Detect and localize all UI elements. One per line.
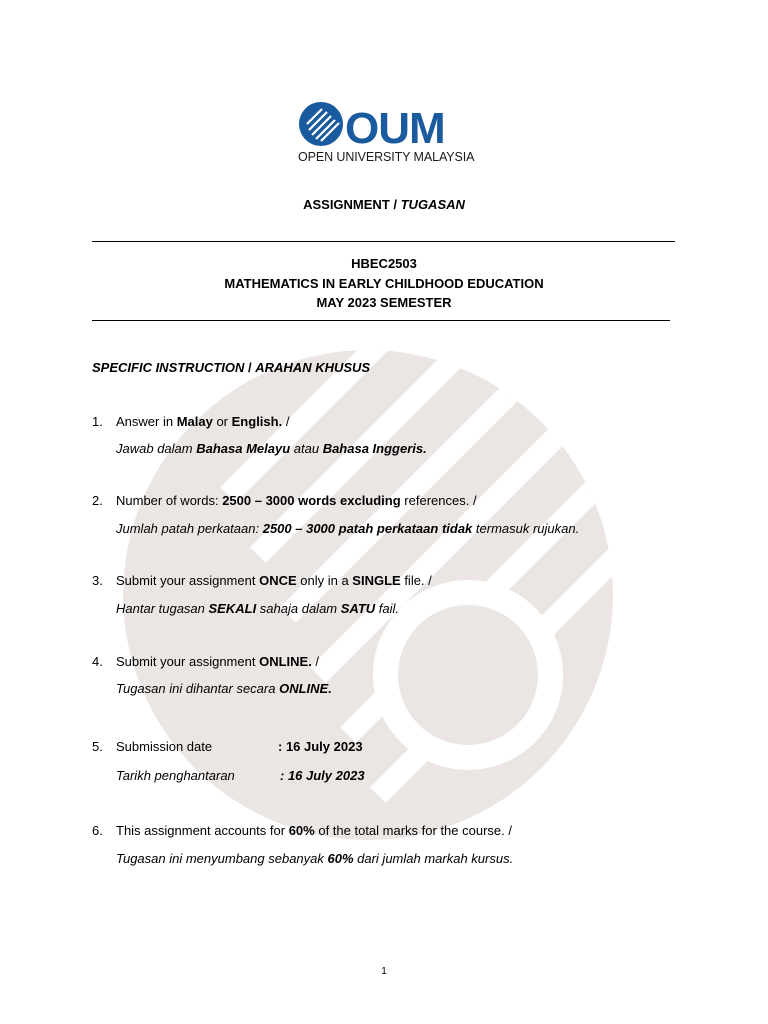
instruction-4-ms: Tugasan ini dihantar secara ONLINE. (116, 681, 332, 696)
instruction-1: 1. Answer in Malay or English. / (92, 414, 290, 429)
instruction-5-ms: Tarikh penghantaran : 16 July 2023 (116, 768, 365, 783)
divider-bottom (92, 320, 670, 321)
assignment-title: ASSIGNMENT / TUGASAN (303, 197, 465, 212)
logo-wordmark: OUM (345, 104, 445, 153)
course-title: MATHEMATICS IN EARLY CHILDHOOD EDUCATION (224, 275, 544, 291)
submission-date-label: Submission date (116, 739, 213, 754)
oum-emblem-icon (299, 102, 343, 146)
instruction-3: 3. Submit your assignment ONCE only in a SINGLE file. / (92, 573, 432, 588)
divider-top (92, 241, 675, 242)
course-semester: MAY 2023 SEMESTER (316, 295, 452, 310)
course-code: HBEC2503 (351, 256, 417, 271)
instruction-2-ms: Jumlah patah perkataan: 2500 – 3000 patah perkataan tidak termasuk rujukan. (116, 521, 580, 536)
university-name: OPEN UNIVERSITY MALAYSIA (298, 150, 475, 164)
instruction-2: 2. Number of words: 2500 – 3000 words excluding references. / (92, 493, 477, 508)
instruction-4: 4. Submit your assignment ONLINE. / (92, 654, 320, 669)
submission-date-value: : 16 July 2023 (278, 739, 363, 754)
page-number: 1 (381, 966, 387, 977)
instruction-6-ms: Tugasan ini menyumbang sebanyak 60% dari jumlah markah kursus. (116, 851, 514, 866)
instruction-3-ms: Hantar tugasan SEKALI sahaja dalam SATU fail. (116, 601, 400, 616)
instruction-1-ms: Jawab dalam Bahasa Melayu atau Bahasa Inggeris. (116, 441, 427, 456)
instruction-5: 5. Submission date : 16 July 2023 (92, 739, 363, 754)
instructions-heading: SPECIFIC INSTRUCTION / ARAHAN KHUSUS (92, 360, 371, 375)
instruction-6: 6. This assignment accounts for 60% of the total marks for the course. / (92, 823, 512, 838)
course-info (0, 254, 768, 313)
